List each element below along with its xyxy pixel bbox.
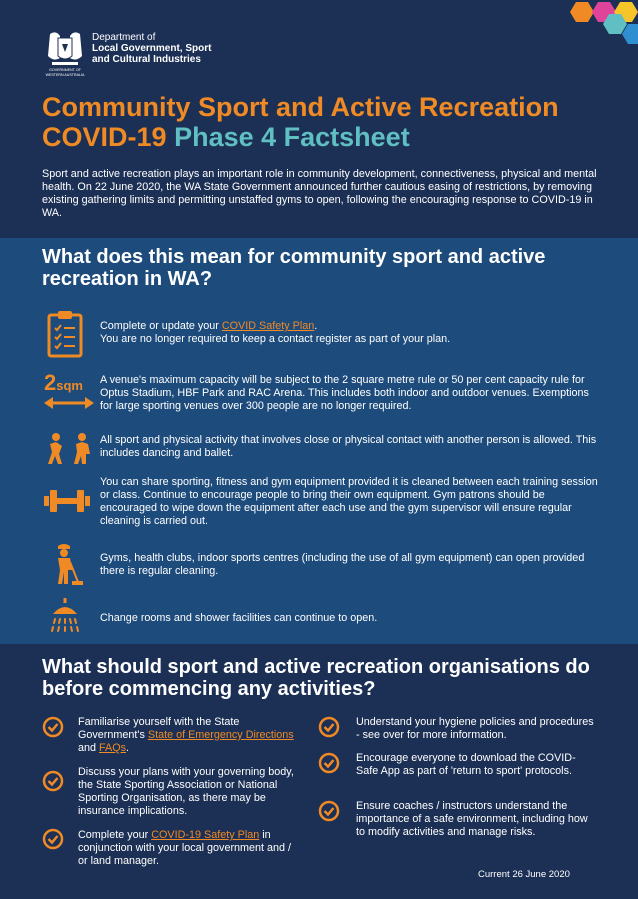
dumbbell-icon	[44, 488, 90, 514]
clipboard-checklist-icon	[46, 310, 84, 358]
item-safety-plan	[100, 320, 600, 346]
left3-text-b: in conjunction with your local government and / or land manager.	[78, 829, 292, 867]
current-date: Current 26 June 2020	[478, 869, 570, 880]
right-item-hygiene: Understand your hygiene policies and procedures - see over for more information.	[356, 716, 594, 741]
check-circle-icon	[42, 716, 64, 738]
left-item-governing-body: Discuss your plans with your governing body, the State Sporting Association or National Sporting Organisation, as there may be insurance implications.	[78, 766, 294, 817]
item1-text-c: You are no longer required to keep a contact register as part of your plan.	[100, 333, 451, 345]
check-circle-icon	[318, 752, 340, 774]
right-item-app: Encourage everyone to download the COVID-Safe App as part of 'return to sport' protocols.	[356, 752, 576, 777]
dept-line1: Department of	[92, 32, 156, 43]
contact-sport-people-icon	[44, 432, 94, 466]
right-item-coaches: Ensure coaches / instructors understand the importance of a safe environment, including how to modify activities and manage risks.	[356, 800, 588, 838]
title-line1: Community Sport and Active Recreation	[42, 92, 559, 122]
hexagon-decoration-icon	[568, 0, 638, 48]
department-name	[92, 32, 211, 65]
faqs-link[interactable]: FAQs	[99, 742, 127, 754]
gov-line2: WESTERN AUSTRALIA	[45, 73, 85, 77]
left-item-directions	[78, 716, 298, 755]
left3-text-a: Complete your	[78, 829, 149, 841]
item1-text-b: .	[314, 320, 318, 332]
dept-line3: and Cultural Industries	[92, 54, 201, 65]
left1-text-a: Familiarise yourself with the State Government's	[78, 716, 240, 741]
shower-icon	[48, 598, 82, 636]
state-of-emergency-directions-link[interactable]: State of Emergency Directions	[147, 729, 294, 741]
section2-heading: What should sport and active recreation organisations do before commencing any activities?	[42, 656, 590, 700]
item-change-rooms: Change rooms and shower facilities can continue to open.	[100, 612, 378, 624]
left1-text-b: and	[78, 742, 97, 754]
section1-heading: What does this mean for community sport and active recreation in WA?	[42, 246, 546, 290]
sqm-unit: sqm	[56, 378, 83, 393]
page-title	[42, 92, 559, 152]
sqm-number: 2	[44, 370, 57, 395]
intro-paragraph: Sport and active recreation plays an important role in community development, connectiveness, physical and mental health. On 22 June 2020, the WA State Government announced further cautious easing of restrictions, by removing existing gathering limits and permitting unstaffed gyms to open, following the encouraging response to COVID-19 in WA.	[42, 168, 597, 219]
item1-text-a: Complete or update your	[100, 320, 219, 332]
left-item-safety-plan	[78, 829, 298, 868]
check-circle-icon	[42, 828, 64, 850]
check-circle-icon	[318, 800, 340, 822]
title-phase: Phase 4 Factsheet	[174, 122, 410, 152]
two-sqm-icon	[44, 370, 94, 414]
check-circle-icon	[318, 716, 340, 738]
item-contact-sport: All sport and physical activity that involves close or physical contact with another person is allowed. This includes dancing and ballet.	[100, 434, 597, 459]
cleaning-person-icon	[48, 542, 84, 586]
left1-text-c: .	[126, 742, 130, 754]
double-arrow-icon	[44, 396, 94, 410]
wa-government-crest-icon	[42, 28, 88, 78]
dept-line2: Local Government, Sport	[92, 43, 212, 54]
covid19-safety-plan-link[interactable]: COVID-19 Safety Plan	[151, 829, 260, 841]
title-covid: COVID-19	[42, 122, 167, 152]
check-circle-icon	[42, 770, 64, 792]
covid-safety-plan-link[interactable]: COVID Safety Plan	[221, 320, 315, 332]
gov-line1: GOVERNMENT OF	[49, 68, 81, 72]
item-gyms: Gyms, health clubs, indoor sports centres (including the use of all gym equipment) can open provided there is regular cleaning.	[100, 552, 585, 577]
item-equipment: You can share sporting, fitness and gym equipment provided it is cleaned between each training session or class. Continue to encourage people to bring their own equipment. Gym patrons should be encouraged to wipe down the equipment after each use and the gym supervisor will ensure regular cleaning is carried out.	[100, 476, 598, 527]
item-capacity: A venue's maximum capacity will be subject to the 2 square metre rule or 50 per cent capacity rule for Optus Stadium, HBF Park and RAC Arena. This includes both indoor and outdoor venues. Exemptions for large sporting venues over 300 people are no longer required.	[100, 374, 589, 412]
